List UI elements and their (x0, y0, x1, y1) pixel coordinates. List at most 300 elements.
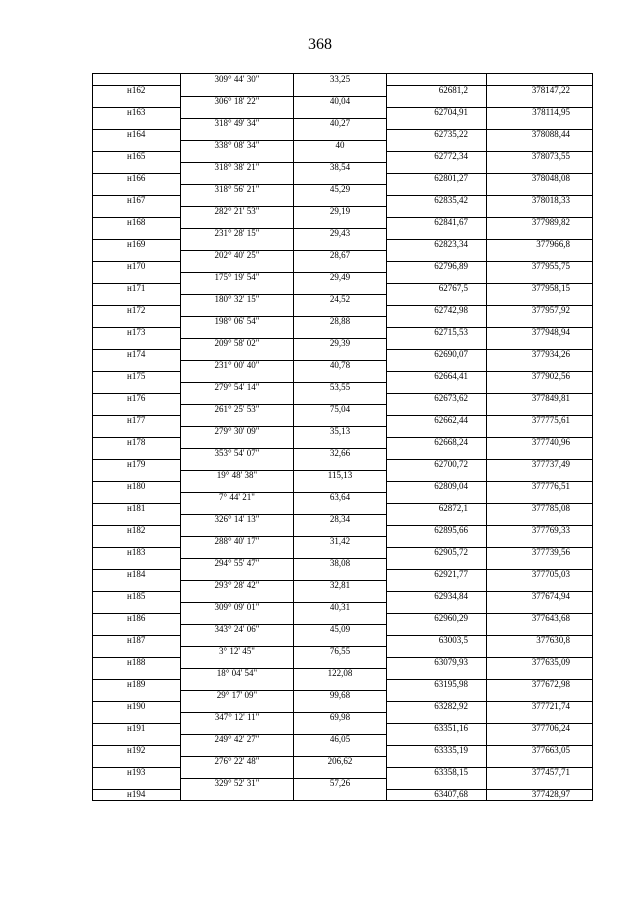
distance-cell: 40,78 (294, 360, 387, 371)
x-coordinate-cell: 62662,44 (387, 415, 487, 426)
distance-cell: 29,39 (294, 338, 387, 349)
y-coordinate-cell: 378018,33 (487, 195, 593, 206)
y-coordinate-cell (487, 470, 593, 481)
y-coordinate-cell: 377775,61 (487, 415, 593, 426)
x-coordinate-cell: 62772,34 (387, 151, 487, 162)
x-coordinate-cell (387, 118, 487, 129)
point-id-cell (93, 250, 181, 261)
y-coordinate-cell (487, 184, 593, 195)
distance-cell: 35,13 (294, 426, 387, 437)
y-coordinate-cell: 378048,08 (487, 173, 593, 184)
direction-angle-cell: 180° 32' 15" (181, 294, 294, 305)
x-coordinate-cell (387, 228, 487, 239)
point-id-cell (93, 140, 181, 151)
segment-row (93, 228, 593, 239)
x-coordinate-cell: 62690,07 (387, 349, 487, 360)
y-coordinate-cell: 378114,95 (487, 107, 593, 118)
y-coordinate-cell (487, 602, 593, 613)
point-row (93, 327, 593, 338)
x-coordinate-cell: 63351,16 (387, 723, 487, 734)
segment-row (93, 514, 593, 525)
direction-angle-cell (181, 701, 294, 712)
point-id-cell: н171 (93, 283, 181, 294)
point-id-cell (93, 448, 181, 459)
point-row (93, 349, 593, 360)
point-id-cell: н183 (93, 547, 181, 558)
distance-cell: 38,08 (294, 558, 387, 569)
distance-cell: 40,04 (294, 96, 387, 107)
y-coordinate-cell (487, 580, 593, 591)
distance-cell: 53,55 (294, 382, 387, 393)
point-row (93, 437, 593, 448)
segment-row (93, 756, 593, 767)
direction-angle-cell (181, 569, 294, 580)
y-coordinate-cell (487, 294, 593, 305)
x-coordinate-cell (387, 382, 487, 393)
x-coordinate-cell: 63195,98 (387, 679, 487, 690)
distance-cell: 29,49 (294, 272, 387, 283)
point-row (93, 129, 593, 140)
point-id-cell: н174 (93, 349, 181, 360)
y-coordinate-cell: 377902,56 (487, 371, 593, 382)
direction-angle-cell: 347° 12' 11" (181, 712, 294, 723)
x-coordinate-cell (387, 360, 487, 371)
direction-angle-cell (181, 679, 294, 690)
y-coordinate-cell: 377948,94 (487, 327, 593, 338)
direction-angle-cell (181, 239, 294, 250)
x-coordinate-cell: 62960,29 (387, 613, 487, 624)
page-number: 368 (308, 36, 332, 53)
distance-cell: 115,13 (294, 470, 387, 481)
point-row (93, 173, 593, 184)
y-coordinate-cell (487, 734, 593, 745)
x-coordinate-cell (387, 646, 487, 657)
y-coordinate-cell: 377934,26 (487, 349, 593, 360)
direction-angle-cell (181, 503, 294, 514)
y-coordinate-cell (487, 712, 593, 723)
x-coordinate-cell (387, 250, 487, 261)
y-coordinate-cell: 377739,56 (487, 547, 593, 558)
x-coordinate-cell: 63003,5 (387, 635, 487, 646)
y-coordinate-cell: 377672,98 (487, 679, 593, 690)
direction-angle-cell: 19° 48' 38" (181, 470, 294, 481)
point-id-cell (93, 646, 181, 657)
x-coordinate-cell: 63079,93 (387, 657, 487, 668)
direction-angle-cell: 276° 22' 48" (181, 756, 294, 767)
x-coordinate-cell: 62841,67 (387, 217, 487, 228)
y-coordinate-cell (487, 756, 593, 767)
direction-angle-cell (181, 305, 294, 316)
segment-row (93, 316, 593, 327)
y-coordinate-cell: 377966,8 (487, 239, 593, 250)
x-coordinate-cell: 62673,62 (387, 393, 487, 404)
point-row (93, 481, 593, 492)
segment-row (93, 470, 593, 481)
distance-cell (294, 239, 387, 250)
point-row (93, 525, 593, 536)
direction-angle-cell (181, 349, 294, 360)
distance-cell: 28,88 (294, 316, 387, 327)
y-coordinate-cell (487, 272, 593, 283)
point-id-cell (93, 162, 181, 173)
distance-cell (294, 393, 387, 404)
segment-row (93, 96, 593, 107)
point-id-cell: н184 (93, 569, 181, 580)
point-row (93, 657, 593, 668)
segment-row (93, 140, 593, 151)
y-coordinate-cell: 378088,44 (487, 129, 593, 140)
point-row (93, 393, 593, 404)
point-id-cell: н186 (93, 613, 181, 624)
point-id-cell: н178 (93, 437, 181, 448)
direction-angle-cell: 329° 52' 31" (181, 778, 294, 789)
distance-cell: 28,67 (294, 250, 387, 261)
direction-angle-cell (181, 635, 294, 646)
direction-angle-cell: 293° 28' 42" (181, 580, 294, 591)
x-coordinate-cell (387, 690, 487, 701)
point-row (93, 569, 593, 580)
distance-cell: 45,29 (294, 184, 387, 195)
x-coordinate-cell (387, 140, 487, 151)
distance-cell: 99,68 (294, 690, 387, 701)
x-coordinate-cell: 63335,19 (387, 745, 487, 756)
point-row (93, 767, 593, 778)
point-row (93, 239, 593, 250)
distance-cell: 40,31 (294, 602, 387, 613)
point-id-cell: н185 (93, 591, 181, 602)
segment-row (93, 536, 593, 547)
point-id-cell (93, 272, 181, 283)
x-coordinate-cell (387, 294, 487, 305)
direction-angle-cell: 326° 14' 13" (181, 514, 294, 525)
point-id-cell: н170 (93, 261, 181, 272)
distance-cell: 76,55 (294, 646, 387, 657)
direction-angle-cell (181, 415, 294, 426)
y-coordinate-cell: 377849,81 (487, 393, 593, 404)
segment-row (93, 602, 593, 613)
point-id-cell (93, 470, 181, 481)
y-coordinate-cell (487, 404, 593, 415)
point-id-cell: н173 (93, 327, 181, 338)
direction-angle-cell (181, 723, 294, 734)
segment-row (93, 206, 593, 217)
distance-cell (294, 151, 387, 162)
distance-cell (294, 503, 387, 514)
y-coordinate-cell: 377955,75 (487, 261, 593, 272)
point-row (93, 701, 593, 712)
y-coordinate-cell (487, 360, 593, 371)
point-id-cell (93, 228, 181, 239)
direction-angle-cell: 249° 42' 27" (181, 734, 294, 745)
segment-row (93, 426, 593, 437)
direction-angle-cell (181, 525, 294, 536)
point-row (93, 547, 593, 558)
point-row (93, 679, 593, 690)
point-row (93, 745, 593, 756)
x-coordinate-cell (387, 580, 487, 591)
x-coordinate-cell (387, 470, 487, 481)
distance-cell: 24,52 (294, 294, 387, 305)
distance-cell (294, 525, 387, 536)
x-coordinate-cell (387, 338, 487, 349)
segment-row (93, 690, 593, 701)
point-id-cell (93, 294, 181, 305)
point-id-cell: н180 (93, 481, 181, 492)
point-row (93, 415, 593, 426)
point-id-cell: н190 (93, 701, 181, 712)
y-coordinate-cell: 377737,49 (487, 459, 593, 470)
y-coordinate-cell (487, 514, 593, 525)
point-id-cell: н163 (93, 107, 181, 118)
x-coordinate-cell (387, 602, 487, 613)
y-coordinate-cell: 377785,08 (487, 503, 593, 514)
direction-angle-cell: 279° 30' 09" (181, 426, 294, 437)
y-coordinate-cell (487, 96, 593, 107)
point-row (93, 217, 593, 228)
distance-cell (294, 723, 387, 734)
point-id-cell (93, 690, 181, 701)
distance-cell: 29,19 (294, 206, 387, 217)
direction-angle-cell: 353° 54' 07" (181, 448, 294, 459)
y-coordinate-cell (487, 448, 593, 459)
direction-angle-cell (181, 151, 294, 162)
direction-angle-cell (181, 195, 294, 206)
point-id-cell: н192 (93, 745, 181, 756)
coordinates-table-body (93, 74, 593, 801)
point-row (93, 305, 593, 316)
point-id-cell (93, 184, 181, 195)
distance-cell: 31,42 (294, 536, 387, 547)
distance-cell: 75,04 (294, 404, 387, 415)
point-row (93, 283, 593, 294)
x-coordinate-cell (387, 206, 487, 217)
point-id-cell (93, 360, 181, 371)
y-coordinate-cell (487, 690, 593, 701)
direction-angle-cell (181, 789, 294, 801)
segment-row (93, 646, 593, 657)
direction-angle-cell: 231° 00' 40" (181, 360, 294, 371)
distance-cell: 29,43 (294, 228, 387, 239)
y-coordinate-cell: 377706,24 (487, 723, 593, 734)
segment-row (93, 448, 593, 459)
direction-angle-cell (181, 547, 294, 558)
y-coordinate-cell: 377457,71 (487, 767, 593, 778)
distance-cell (294, 635, 387, 646)
x-coordinate-cell (387, 712, 487, 723)
direction-angle-cell: 309° 44' 30" (181, 74, 294, 86)
point-id-cell: н168 (93, 217, 181, 228)
direction-angle-cell (181, 591, 294, 602)
direction-angle-cell (181, 107, 294, 118)
y-coordinate-cell (487, 646, 593, 657)
y-coordinate-cell (487, 338, 593, 349)
x-coordinate-cell (387, 426, 487, 437)
y-coordinate-cell (487, 228, 593, 239)
direction-angle-cell (181, 481, 294, 492)
segment-row (93, 668, 593, 679)
x-coordinate-cell (387, 316, 487, 327)
x-coordinate-cell: 62715,53 (387, 327, 487, 338)
y-coordinate-cell: 377643,68 (487, 613, 593, 624)
distance-cell (294, 327, 387, 338)
direction-angle-cell: 18° 04' 54" (181, 668, 294, 679)
direction-angle-cell (181, 261, 294, 272)
distance-cell (294, 415, 387, 426)
point-id-cell: н194 (93, 789, 181, 801)
distance-cell (294, 437, 387, 448)
point-id-cell (93, 756, 181, 767)
point-id-cell (93, 536, 181, 547)
x-coordinate-cell: 62921,77 (387, 569, 487, 580)
x-coordinate-cell (387, 536, 487, 547)
point-id-cell (93, 118, 181, 129)
distance-cell: 28,34 (294, 514, 387, 525)
direction-angle-cell (181, 173, 294, 184)
segment-row (93, 360, 593, 371)
point-id-cell: н167 (93, 195, 181, 206)
x-coordinate-cell (387, 756, 487, 767)
direction-angle-cell: 338° 08' 34" (181, 140, 294, 151)
direction-angle-cell (181, 437, 294, 448)
distance-cell (294, 195, 387, 206)
y-coordinate-cell (487, 426, 593, 437)
distance-cell: 57,26 (294, 778, 387, 789)
segment-row (93, 162, 593, 173)
distance-cell (294, 745, 387, 756)
distance-cell: 33,25 (294, 74, 387, 86)
y-coordinate-cell (487, 624, 593, 635)
y-coordinate-cell (487, 778, 593, 789)
y-coordinate-cell: 377957,92 (487, 305, 593, 316)
distance-cell (294, 569, 387, 580)
x-coordinate-cell (387, 96, 487, 107)
x-coordinate-cell: 62835,42 (387, 195, 487, 206)
segment-row (93, 492, 593, 503)
x-coordinate-cell: 62700,72 (387, 459, 487, 470)
x-coordinate-cell: 62934,84 (387, 591, 487, 602)
point-id-cell: н166 (93, 173, 181, 184)
point-id-cell (93, 338, 181, 349)
y-coordinate-cell: 377989,82 (487, 217, 593, 228)
distance-cell (294, 129, 387, 140)
y-coordinate-cell: 378147,22 (487, 85, 593, 96)
x-coordinate-cell: 63282,92 (387, 701, 487, 712)
direction-angle-cell (181, 459, 294, 470)
point-id-cell: н177 (93, 415, 181, 426)
x-coordinate-cell (387, 668, 487, 679)
point-id-cell: н165 (93, 151, 181, 162)
point-row (93, 85, 593, 96)
x-coordinate-cell (387, 558, 487, 569)
direction-angle-cell: 3° 12' 45" (181, 646, 294, 657)
x-coordinate-cell: 62823,34 (387, 239, 487, 250)
x-coordinate-cell: 62905,72 (387, 547, 487, 558)
y-coordinate-cell: 377674,94 (487, 591, 593, 602)
direction-angle-cell: 318° 38' 21" (181, 162, 294, 173)
segment-row (93, 74, 593, 86)
point-id-cell (93, 74, 181, 86)
point-row (93, 591, 593, 602)
x-coordinate-cell (387, 272, 487, 283)
x-coordinate-cell: 62742,98 (387, 305, 487, 316)
direction-angle-cell: 309° 09' 01" (181, 602, 294, 613)
point-id-cell (93, 96, 181, 107)
point-id-cell: н193 (93, 767, 181, 778)
direction-angle-cell (181, 767, 294, 778)
y-coordinate-cell: 377705,03 (487, 569, 593, 580)
distance-cell (294, 107, 387, 118)
segment-row (93, 712, 593, 723)
point-id-cell: н187 (93, 635, 181, 646)
point-id-cell (93, 426, 181, 437)
direction-angle-cell: 288° 40' 17" (181, 536, 294, 547)
direction-angle-cell (181, 657, 294, 668)
segment-row (93, 118, 593, 129)
distance-cell: 45,09 (294, 624, 387, 635)
x-coordinate-cell: 62664,41 (387, 371, 487, 382)
segment-row (93, 272, 593, 283)
direction-angle-cell: 282° 21' 53" (181, 206, 294, 217)
segment-row (93, 734, 593, 745)
distance-cell: 40,27 (294, 118, 387, 129)
x-coordinate-cell (387, 734, 487, 745)
direction-angle-cell: 318° 49' 34" (181, 118, 294, 129)
distance-cell: 69,98 (294, 712, 387, 723)
coordinates-table (92, 73, 593, 801)
segment-row (93, 184, 593, 195)
x-coordinate-cell: 63358,15 (387, 767, 487, 778)
distance-cell (294, 657, 387, 668)
y-coordinate-cell (487, 140, 593, 151)
point-id-cell: н189 (93, 679, 181, 690)
point-row (93, 503, 593, 514)
distance-cell: 63,64 (294, 492, 387, 503)
x-coordinate-cell: 62801,27 (387, 173, 487, 184)
direction-angle-cell (181, 217, 294, 228)
direction-angle-cell: 231° 28' 15" (181, 228, 294, 239)
segment-row (93, 382, 593, 393)
point-id-cell (93, 712, 181, 723)
point-id-cell: н169 (93, 239, 181, 250)
point-id-cell: н162 (93, 85, 181, 96)
x-coordinate-cell (387, 492, 487, 503)
direction-angle-cell (181, 745, 294, 756)
distance-cell (294, 679, 387, 690)
distance-cell: 206,62 (294, 756, 387, 767)
point-id-cell: н182 (93, 525, 181, 536)
distance-cell (294, 613, 387, 624)
y-coordinate-cell: 377428,97 (487, 789, 593, 801)
point-row (93, 613, 593, 624)
point-row (93, 635, 593, 646)
point-id-cell: н181 (93, 503, 181, 514)
distance-cell (294, 371, 387, 382)
segment-row (93, 624, 593, 635)
distance-cell (294, 305, 387, 316)
segment-row (93, 580, 593, 591)
distance-cell (294, 261, 387, 272)
y-coordinate-cell: 377721,74 (487, 701, 593, 712)
point-id-cell (93, 602, 181, 613)
x-coordinate-cell: 62704,91 (387, 107, 487, 118)
point-row (93, 151, 593, 162)
y-coordinate-cell: 377776,51 (487, 481, 593, 492)
point-row (93, 371, 593, 382)
y-coordinate-cell: 377630,8 (487, 635, 593, 646)
direction-angle-cell (181, 371, 294, 382)
direction-angle-cell: 202° 40' 25" (181, 250, 294, 261)
direction-angle-cell: 279° 54' 14" (181, 382, 294, 393)
